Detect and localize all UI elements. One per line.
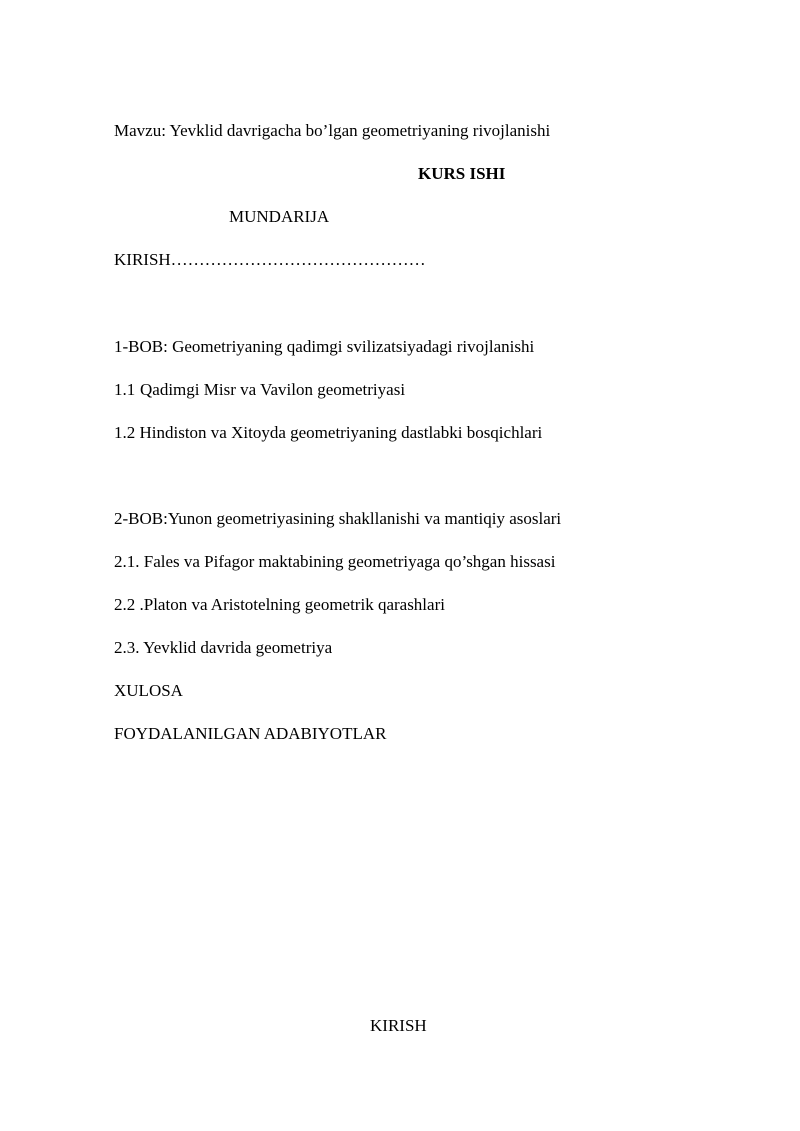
toc-chapter-2-title: 2-BOB:Yunon geometriyasining shakllanishi va mantiqiy asoslari: [114, 509, 562, 528]
toc-chapter-1-title: 1-BOB: Geometriyaning qadimgi svilizatsiyadagi rivojlanishi: [114, 337, 535, 356]
contents-heading: MUNDARIJA: [229, 207, 330, 226]
document-type-heading: KURS ISHI: [418, 164, 506, 183]
toc-section-2-3: 2.3. Yevklid davrida geometriya: [114, 638, 333, 657]
toc-section-1-1-text: Qadimgi Misr va Vavilon geometriyasi: [140, 380, 406, 399]
toc-conclusion: XULOSA: [114, 681, 183, 700]
toc-intro: KIRISH………………………………………: [114, 250, 426, 269]
toc-section-1-1-number: 1.1: [114, 380, 136, 399]
toc-section-2-2: 2.2 .Platon va Aristotelning geometrik qarashlari: [114, 595, 445, 614]
toc-references: FOYDALANILGAN ADABIYOTLAR: [114, 724, 387, 743]
intro-heading: KIRISH: [370, 1016, 427, 1035]
topic-line: Mavzu: Yevklid davrigacha bo’lgan geometriyaning rivojlanishi: [114, 121, 551, 140]
toc-section-1-2: 1.2 Hindiston va Xitoyda geometriyaning dastlabki bosqichlari: [114, 423, 543, 442]
toc-section-2-1: 2.1. Fales va Pifagor maktabining geometriyaga qo’shgan hissasi: [114, 552, 556, 571]
toc-section-1-1: [114, 380, 405, 400]
